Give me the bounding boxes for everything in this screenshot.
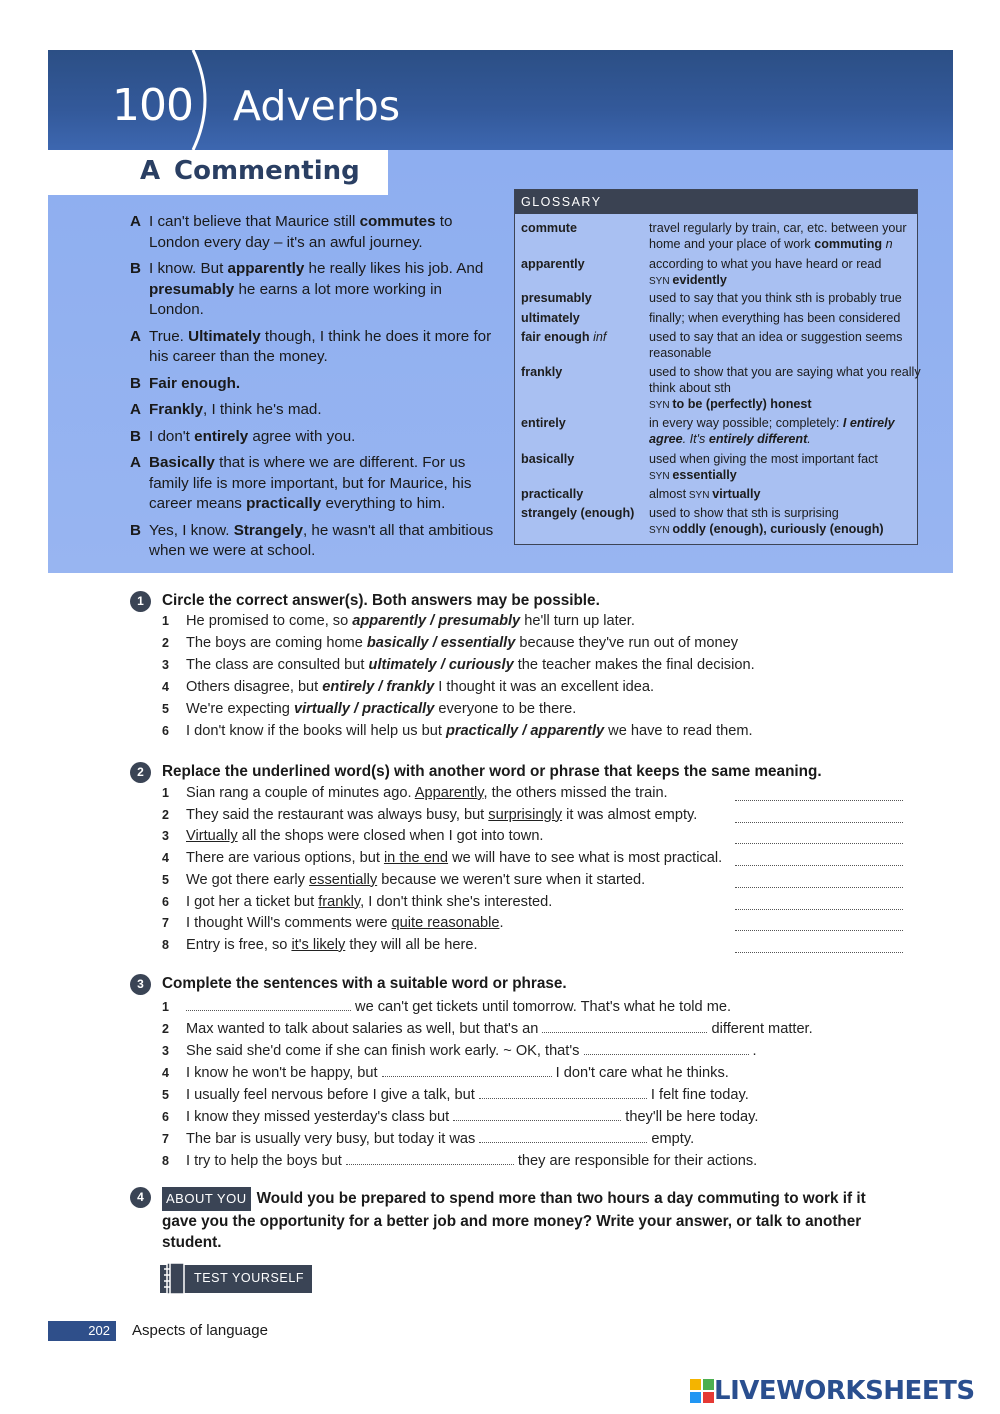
- item-text: I got her a ticket but: [186, 893, 319, 910]
- dialogue-fragment: that is where we are different. For us family life is more important, but for Maurice, his career means: [149, 454, 472, 512]
- underlined-phrase: it's likely: [291, 936, 346, 953]
- highlighted-adverb: Fair enough.: [149, 374, 241, 392]
- dialogue-fragment: everything to him.: [321, 495, 446, 512]
- glossary-term: [521, 365, 646, 381]
- item-text: they'll be here today.: [621, 1109, 759, 1125]
- exercise-1-item: [162, 723, 753, 739]
- exercise-2-instruction: Replace the underlined word(s) with another word or phrase that keeps the same meaning.: [162, 763, 822, 780]
- dialogue: [130, 212, 500, 568]
- glossary-term-text: fair enough: [521, 330, 590, 344]
- item-text: I thought it was an excellent idea.: [434, 679, 655, 695]
- test-yourself-button[interactable]: TEST YOURSELF: [160, 1265, 312, 1293]
- highlighted-adverb: Strangely: [233, 521, 303, 539]
- item-text: they are responsible for their actions.: [513, 1153, 758, 1169]
- item-number: 2: [162, 1022, 169, 1036]
- item-text: They said the restaurant was always busy, but: [186, 806, 489, 823]
- glossary-term: [521, 330, 646, 346]
- glossary-term: [521, 416, 646, 432]
- answer-choices[interactable]: entirely / frankly: [322, 679, 435, 695]
- glossary-word-class: n: [882, 236, 893, 251]
- glossary-term-text: entirely: [521, 416, 566, 430]
- item-number: 2: [162, 807, 169, 822]
- exercise-1-item: [162, 679, 654, 695]
- glossary-term: [521, 291, 646, 307]
- answer-blank[interactable]: [542, 1019, 707, 1033]
- item-text: I usually feel nervous before I give a talk, but: [186, 1087, 479, 1103]
- underlined-phrase: frankly: [318, 893, 361, 910]
- item-text: we will have to see what is most practical.: [448, 850, 723, 867]
- dialogue-text: [149, 327, 500, 368]
- dialogue-fragment: Yes, I know.: [149, 521, 234, 539]
- item-number: 2: [162, 636, 169, 650]
- answer-blank[interactable]: [479, 1085, 647, 1099]
- item-number: 3: [162, 1044, 169, 1058]
- item-number: 7: [162, 1132, 169, 1146]
- dialogue-fragment: though, I think he does it more for his career than the money.: [149, 327, 492, 365]
- highlighted-adverb: Frankly: [149, 401, 204, 418]
- glossary-term-text: commute: [521, 221, 577, 235]
- dialogue-fragment: I know. But: [149, 260, 228, 277]
- exercise-1-instruction: Circle the correct answer(s). Both answers may be possible.: [162, 592, 600, 609]
- answer-choices[interactable]: virtually / practically: [293, 701, 435, 717]
- liveworksheets-logo: [690, 1378, 975, 1404]
- dialogue-line: [130, 374, 500, 395]
- exercise-4-prompt: [162, 1187, 902, 1254]
- glossary-definition-text: used to show that sth is surprising: [649, 506, 839, 520]
- item-text: Entry is free, so: [186, 936, 292, 953]
- item-text: We got there early: [186, 871, 310, 888]
- dialogue-line: [130, 453, 500, 515]
- page-number: 202: [48, 1321, 116, 1341]
- item-text: I know he won't be happy, but: [186, 1065, 382, 1081]
- glossary-term-tag: inf: [589, 330, 607, 344]
- item-number: 6: [162, 894, 169, 909]
- dialogue-fragment: True.: [149, 327, 189, 345]
- item-text: Max wanted to talk about salaries as well, but that's an: [186, 1021, 543, 1037]
- glossary-definition: [649, 330, 924, 362]
- item-text: , I don't think she's interested.: [360, 893, 553, 910]
- item-text: He promised to come, so: [186, 613, 353, 629]
- glossary-definition: [649, 221, 924, 253]
- item-text: Others disagree, but: [186, 679, 323, 695]
- item-text: all the shops were closed when I got into town.: [237, 828, 544, 845]
- item-number: 8: [162, 1154, 169, 1168]
- dialogue-text: [149, 521, 500, 562]
- item-number: 4: [162, 851, 169, 866]
- item-text: .: [499, 915, 504, 932]
- exercise-1-badge: 1: [130, 591, 151, 612]
- glossary-term: [521, 311, 646, 327]
- item-text: The bar is usually very busy, but today it was: [186, 1131, 480, 1147]
- highlighted-adverb: apparently: [227, 260, 305, 277]
- item-text: empty.: [647, 1131, 695, 1147]
- glossary-definition-text: in every way possible; completely:: [649, 416, 840, 430]
- glossary-box: [514, 189, 921, 545]
- glossary-definition: [649, 416, 924, 448]
- synonym-label: SYN: [649, 524, 673, 536]
- exercise-2-item: [162, 915, 504, 931]
- exercise-4-badge: 4: [130, 1187, 151, 1208]
- synonym-text: virtually: [712, 487, 761, 501]
- item-text: She said she'd come if she can finish work early. ~ OK, that's: [186, 1043, 584, 1059]
- about-you-badge: ABOUT YOU: [162, 1187, 251, 1211]
- glossary-term-text: ultimately: [521, 311, 580, 325]
- dialogue-text: [149, 259, 500, 321]
- glossary-definition-text: used to say that you think sth is probably true: [649, 291, 902, 305]
- item-text: we have to read them.: [604, 723, 753, 739]
- glossary-definition: [649, 257, 924, 290]
- dialogue-line: [130, 427, 500, 448]
- item-text: the teacher makes the final decision.: [513, 657, 755, 673]
- exercise-1-item: [162, 635, 738, 651]
- exercise-3-item: [162, 1129, 694, 1147]
- dialogue-text: [149, 427, 355, 448]
- underlined-phrase: Apparently: [414, 785, 484, 801]
- item-text: I don't know if the books will help us but: [186, 723, 446, 739]
- dialogue-fragment: to London every day – it's an awful journey.: [149, 213, 453, 251]
- dialogue-text: [149, 212, 500, 253]
- exercise-2-badge: 2: [130, 762, 151, 783]
- answer-choices[interactable]: ultimately / curiously: [368, 657, 514, 673]
- glossary-definition-text: used to say that an idea or suggestion seems reasonable: [649, 330, 903, 360]
- exercise-1-item: [162, 657, 755, 673]
- glossary-term-text: apparently: [521, 257, 585, 271]
- answer-blank[interactable]: [382, 1063, 552, 1077]
- item-text: different matter.: [707, 1021, 813, 1037]
- answer-line[interactable]: [735, 887, 903, 888]
- item-text: Sian rang a couple of minutes ago.: [186, 785, 415, 801]
- dialogue-fragment: , I think he's mad.: [203, 401, 322, 418]
- glossary-related-word: commuting: [810, 236, 883, 251]
- synonym-text: to be (perfectly) honest: [672, 396, 812, 411]
- unit-number: 100: [112, 80, 193, 131]
- exercise-2-item: [162, 850, 722, 866]
- exercise-3-instruction: Complete the sentences with a suitable word or phrase.: [162, 975, 567, 992]
- item-text: we can't get tickets until tomorrow. That's what he told me.: [351, 999, 732, 1015]
- glossary-example-bold: I entirely agree: [649, 416, 895, 446]
- dialogue-line: [130, 212, 500, 253]
- exercise-4-text: Would you be prepared to spend more than two hours a day commuting to work if it gave you the opportunity for a better job and more money? Write your answer, or talk to another student.: [162, 1190, 866, 1251]
- highlighted-adverb: Basically: [149, 454, 215, 471]
- underlined-phrase: Virtually: [186, 828, 238, 845]
- speaker-label: B: [130, 521, 141, 539]
- dialogue-text: [149, 400, 322, 421]
- exercise-2-item: [162, 785, 668, 801]
- unit-title: Adverbs: [233, 82, 401, 130]
- exercise-3-item: [162, 1085, 749, 1103]
- item-number: 5: [162, 872, 169, 887]
- answer-blank[interactable]: [186, 997, 351, 1011]
- answer-choices[interactable]: apparently / presumably: [352, 613, 521, 629]
- item-number: 1: [162, 786, 169, 800]
- answer-blank[interactable]: [346, 1151, 514, 1165]
- exercise-3-item: [162, 1019, 813, 1037]
- underlined-phrase: surprisingly: [488, 806, 563, 823]
- dialogue-fragment: he really likes his job. And: [304, 260, 484, 277]
- glossary-term-text: strangely (enough): [521, 506, 635, 520]
- synonym-text: evidently: [672, 272, 727, 287]
- exercise-3-badge: 3: [130, 974, 151, 995]
- exercise-2-item: [162, 828, 544, 844]
- dialogue-line: [130, 521, 500, 562]
- item-text: The boys are coming home: [186, 635, 367, 651]
- dialogue-line: [130, 400, 500, 421]
- speaker-label: B: [130, 427, 141, 445]
- highlighted-adverb: presumably: [149, 280, 235, 298]
- item-text: he'll turn up later.: [520, 613, 635, 629]
- item-text: they will all be here.: [345, 936, 478, 953]
- glossary-term-text: practically: [521, 487, 584, 501]
- exercise-3-item: [162, 997, 731, 1015]
- synonym-label: SYN: [649, 470, 673, 482]
- item-text: , the others missed the train.: [483, 785, 668, 801]
- item-text: it was almost empty.: [562, 806, 698, 823]
- glossary-definition: [649, 365, 924, 413]
- exercise-1-item: [162, 613, 635, 629]
- synonym-text: oddly (enough), curiously (enough): [672, 521, 884, 536]
- item-number: 7: [162, 916, 169, 931]
- item-text: I don't care what he thinks.: [551, 1065, 729, 1081]
- glossary-definition-text: finally; when everything has been considered: [649, 311, 901, 325]
- glossary-definition-text: almost: [649, 487, 687, 501]
- exercise-2-item: [162, 937, 478, 953]
- synonym-text: essentially: [672, 467, 737, 482]
- glossary-term: [521, 452, 646, 468]
- speaker-label: A: [130, 401, 141, 418]
- glossary-term: [521, 257, 646, 273]
- liveworksheets-logo-icon: [690, 1379, 714, 1403]
- speaker-label: A: [130, 213, 141, 230]
- item-number: 3: [162, 658, 169, 672]
- footer-label: Aspects of language: [132, 1322, 268, 1339]
- underlined-phrase: essentially: [309, 871, 378, 888]
- dialogue-fragment: I don't: [149, 427, 195, 445]
- dialogue-line: [130, 259, 500, 321]
- exercise-3-item: [162, 1041, 757, 1059]
- answer-blank[interactable]: [584, 1041, 749, 1055]
- answer-line[interactable]: [735, 822, 903, 823]
- item-text: everyone to be there.: [434, 701, 577, 717]
- section-letter: A: [140, 156, 161, 186]
- glossary-example-text: .: [807, 431, 811, 446]
- answer-line[interactable]: [735, 930, 903, 931]
- answer-line[interactable]: [735, 843, 903, 844]
- item-number: 4: [162, 680, 169, 694]
- exercise-1-item: [162, 701, 576, 717]
- liveworksheets-wordmark: LIVEWORKSHEETS: [714, 1376, 975, 1406]
- item-number: 5: [162, 1088, 169, 1102]
- glossary-term: [521, 221, 646, 237]
- highlighted-adverb: Ultimately: [188, 327, 261, 345]
- synonym-label: SYN: [649, 399, 673, 411]
- glossary-example-bold: entirely different: [708, 431, 808, 446]
- item-text: The class are consulted but: [186, 657, 369, 673]
- glossary-definition: [649, 487, 924, 504]
- answer-line[interactable]: [735, 865, 903, 866]
- item-text: There are various options, but: [186, 850, 384, 867]
- item-number: 1: [162, 1000, 169, 1014]
- underlined-phrase: in the end: [383, 850, 449, 867]
- answer-choices[interactable]: practically / apparently: [445, 723, 605, 739]
- item-number: 4: [162, 1066, 169, 1080]
- answer-blank[interactable]: [453, 1107, 621, 1121]
- glossary-term-text: frankly: [521, 365, 563, 379]
- answer-line[interactable]: [735, 800, 903, 801]
- glossary-definition-text: according to what you have heard or read: [649, 257, 882, 271]
- dialogue-text: [149, 374, 240, 395]
- glossary-definition: [649, 291, 924, 307]
- section-title: Commenting: [174, 156, 360, 186]
- glossary-example-text: . It's: [682, 431, 709, 446]
- item-number: 5: [162, 702, 169, 716]
- speaker-label: B: [130, 260, 141, 277]
- exercise-3-item: [162, 1151, 757, 1169]
- dialogue-fragment: , he wasn't all that ambitious when we were at school.: [149, 521, 494, 559]
- glossary-definition-text: used when giving the most important fact: [649, 452, 878, 466]
- notebook-icon: [164, 1262, 186, 1295]
- speaker-label: B: [130, 374, 141, 392]
- exercise-2-item: [162, 807, 697, 823]
- exercise-2-item: [162, 872, 645, 888]
- dialogue-fragment: he earns a lot more working in London.: [149, 280, 442, 318]
- synonym-label: SYN: [686, 490, 713, 501]
- synonym-label: SYN: [649, 275, 673, 287]
- item-text: .: [748, 1043, 757, 1059]
- speaker-label: A: [130, 327, 141, 345]
- exercise-3-item: [162, 1107, 758, 1125]
- item-text: I know they missed yesterday's class but: [186, 1109, 454, 1125]
- highlighted-adverb: entirely: [194, 427, 249, 445]
- answer-line[interactable]: [735, 952, 903, 953]
- item-text: I thought Will's comments were: [186, 915, 392, 932]
- exercise-2-item: [162, 894, 552, 910]
- item-text: I felt fine today.: [646, 1087, 749, 1103]
- item-number: 3: [162, 829, 169, 844]
- glossary-definition-text: used to show that you are saying what you really think about sth: [649, 365, 921, 395]
- item-number: 8: [162, 937, 169, 952]
- glossary-term-text: presumably: [521, 291, 592, 305]
- glossary-definition: [649, 311, 924, 327]
- speaker-label: A: [130, 454, 141, 471]
- glossary-heading: GLOSSARY: [515, 190, 917, 214]
- answer-blank[interactable]: [479, 1129, 647, 1143]
- item-text: because we weren't sure when it started.: [377, 871, 646, 888]
- item-number: 1: [162, 614, 169, 628]
- dialogue-line: [130, 327, 500, 368]
- answer-choices[interactable]: basically / essentially: [366, 635, 516, 651]
- glossary-definition: [649, 506, 924, 539]
- glossary-definition-text: travel regularly by train, car, etc. between your home and your place of work: [649, 221, 907, 251]
- item-number: 6: [162, 724, 169, 738]
- dialogue-fragment: agree with you.: [248, 427, 356, 445]
- answer-line[interactable]: [735, 909, 903, 910]
- dialogue-fragment: I can't believe that Maurice still: [149, 213, 360, 230]
- item-number: 6: [162, 1110, 169, 1124]
- glossary-term: [521, 487, 646, 503]
- item-text: I try to help the boys but: [186, 1153, 346, 1169]
- highlighted-adverb: practically: [246, 495, 322, 512]
- glossary-term: [521, 506, 646, 522]
- highlighted-adverb: commutes: [359, 213, 436, 230]
- glossary-term-text: basically: [521, 452, 575, 466]
- glossary-definition: [649, 452, 924, 485]
- dialogue-text: [149, 453, 500, 515]
- item-text: We're expecting: [186, 701, 294, 717]
- exercise-3-item: [162, 1063, 729, 1081]
- item-text: because they've run out of money: [515, 635, 738, 651]
- underlined-phrase: quite reasonable: [391, 915, 500, 932]
